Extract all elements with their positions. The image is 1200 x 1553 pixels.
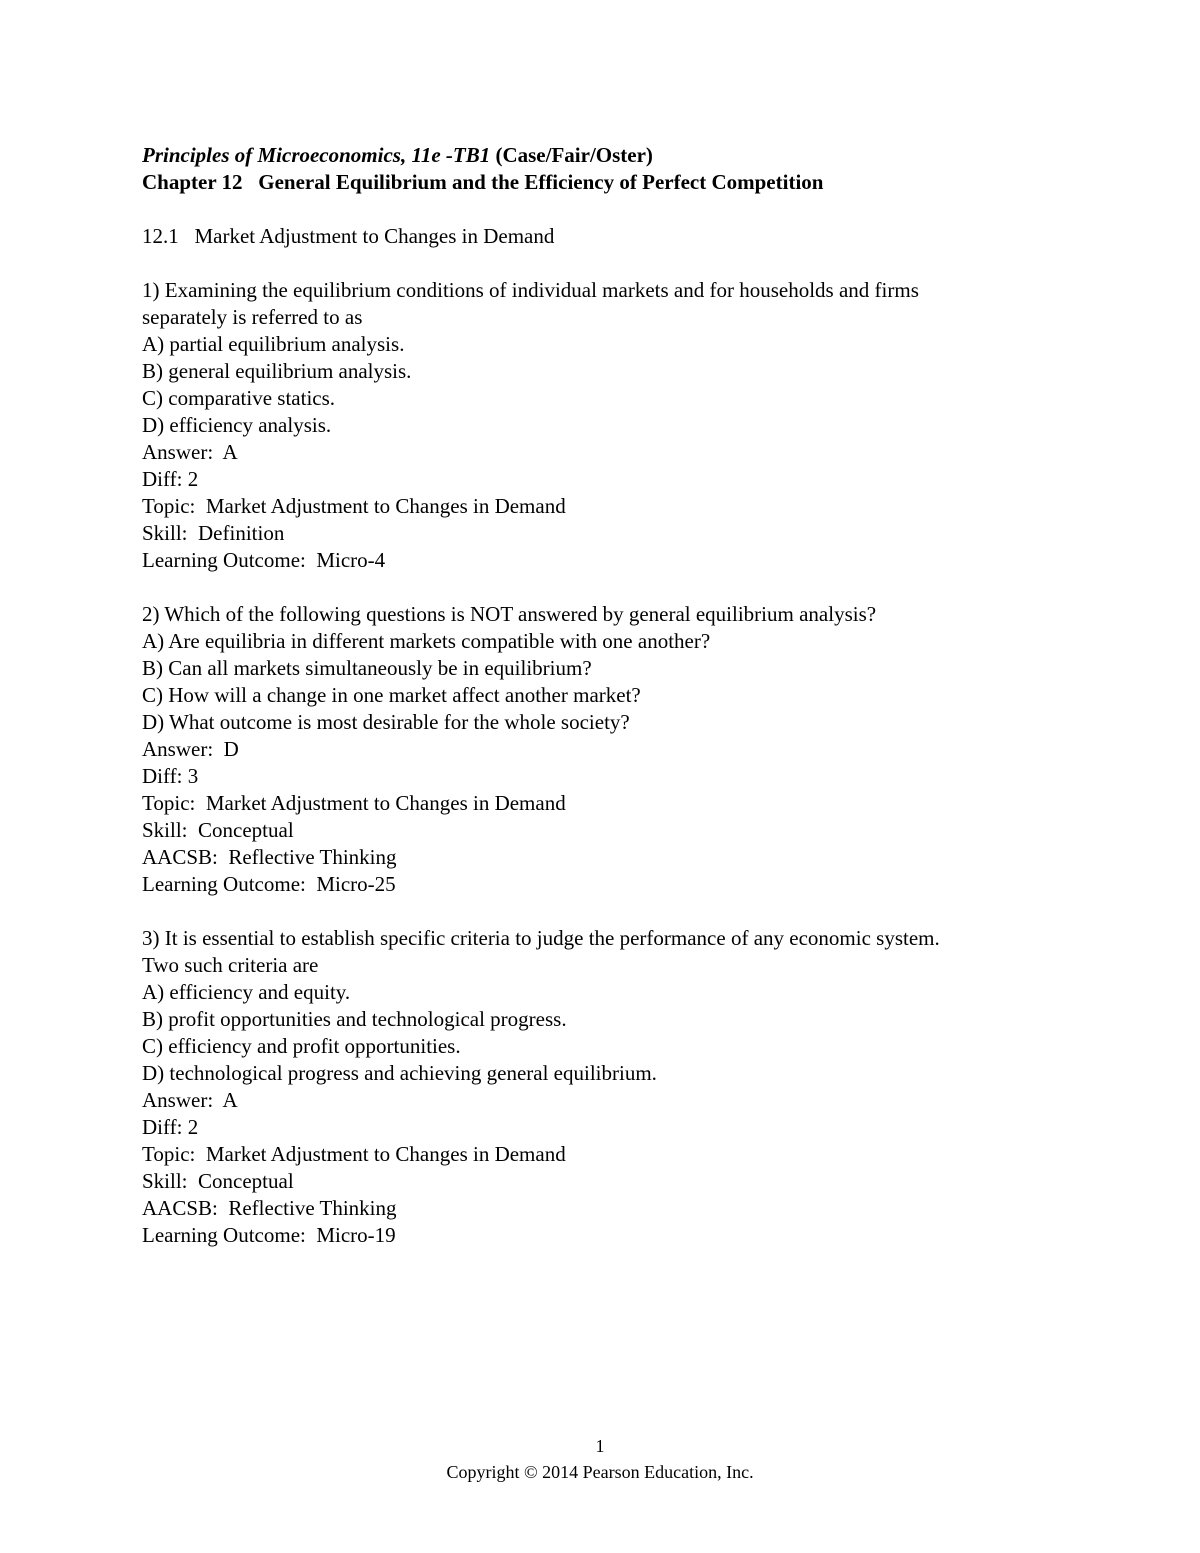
answer: Answer: D [142,737,239,761]
copyright-notice: Copyright © 2014 Pearson Education, Inc. [446,1462,754,1482]
option-c: C) How will a change in one market affect another market? [142,683,641,707]
learning-outcome: Learning Outcome: Micro-4 [142,548,386,572]
difficulty: Diff: 2 [142,1115,199,1139]
question-stem-continued: Two such criteria are [142,953,319,977]
question-2 [142,601,1062,898]
option-b: B) general equilibrium analysis. [142,359,412,383]
book-title: Principles of Microeconomics, 11e -TB1 [142,143,491,167]
aacsb: AACSB: Reflective Thinking [142,845,397,869]
section-heading: 12.1 Market Adjustment to Changes in Demand [142,224,555,248]
topic: Topic: Market Adjustment to Changes in Demand [142,791,566,815]
topic: Topic: Market Adjustment to Changes in Demand [142,494,566,518]
option-b: B) profit opportunities and technological progress. [142,1007,567,1031]
option-b: B) Can all markets simultaneously be in equilibrium? [142,656,592,680]
spacer [142,196,1062,223]
page-number: 1 [595,1436,605,1456]
option-a: A) efficiency and equity. [142,980,351,1004]
question-stem: 3) It is essential to establish specific criteria to judge the performance of any economic system. [142,926,940,950]
topic: Topic: Market Adjustment to Changes in Demand [142,1142,566,1166]
chapter-title: Chapter 12 General Equilibrium and the Efficiency of Perfect Competition [142,170,824,194]
spacer [142,250,1062,277]
option-d: D) efficiency analysis. [142,413,332,437]
option-c: C) comparative statics. [142,386,336,410]
option-c: C) efficiency and profit opportunities. [142,1034,461,1058]
skill: Skill: Definition [142,521,285,545]
option-d: D) What outcome is most desirable for the whole society? [142,710,630,734]
question-stem: 1) Examining the equilibrium conditions of individual markets and for households and firms [142,278,919,302]
question-stem: 2) Which of the following questions is NOT answered by general equilibrium analysis? [142,602,877,626]
book-authors: (Case/Fair/Oster) [495,143,653,167]
spacer [142,574,1062,601]
answer: Answer: A [142,1088,238,1112]
question-stem-continued: separately is referred to as [142,305,363,329]
book-title-line [142,142,1062,169]
option-a: A) partial equilibrium analysis. [142,332,405,356]
learning-outcome: Learning Outcome: Micro-25 [142,872,396,896]
learning-outcome: Learning Outcome: Micro-19 [142,1223,396,1247]
skill: Skill: Conceptual [142,1169,294,1193]
option-d: D) technological progress and achieving general equilibrium. [142,1061,657,1085]
spacer [142,898,1062,925]
page-content [142,142,1062,1249]
skill: Skill: Conceptual [142,818,294,842]
aacsb: AACSB: Reflective Thinking [142,1196,397,1220]
question-3 [142,925,1062,1249]
difficulty: Diff: 3 [142,764,199,788]
option-a: A) Are equilibria in different markets compatible with one another? [142,629,711,653]
difficulty: Diff: 2 [142,467,199,491]
answer: Answer: A [142,440,238,464]
question-1 [142,277,1062,574]
